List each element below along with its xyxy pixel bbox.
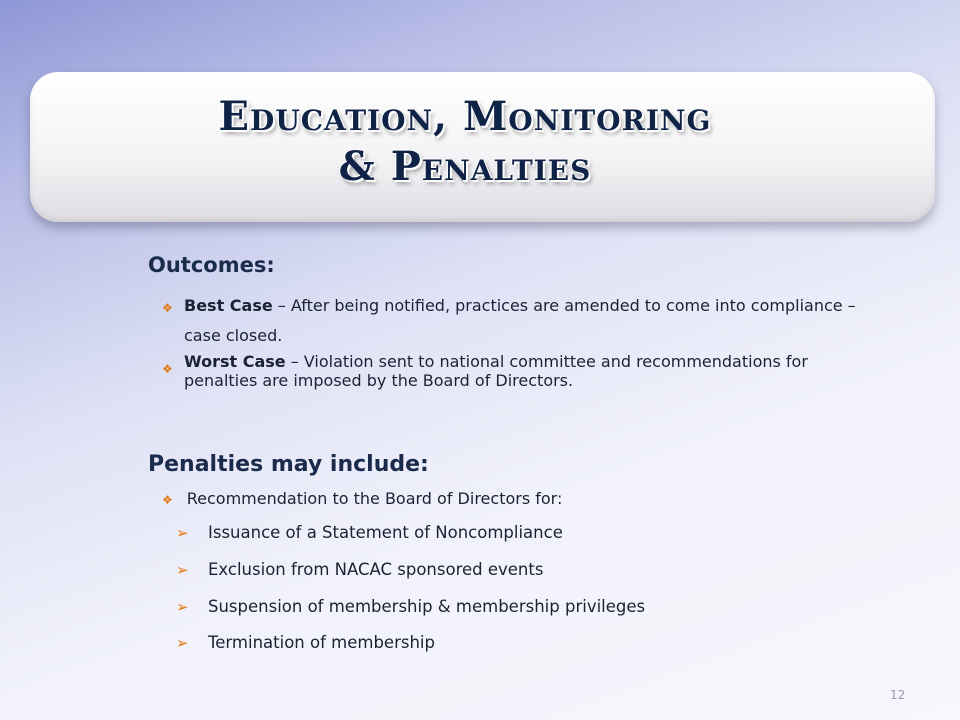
penalties-heading: Penalties may include: — [148, 452, 429, 477]
diamond-bullet-icon: ❖ — [162, 493, 173, 507]
arrow-bullet-icon: ➢ — [176, 561, 189, 579]
title-line-2: & Penalties — [338, 143, 592, 190]
outcome-item-worst-case — [162, 352, 882, 390]
outcome-text: – Violation sent to national committee and recommendations for penalties are imposed by the Board of Directors. — [184, 352, 808, 390]
penalty-item: ➢ Exclusion from NACAC sponsored events — [176, 560, 544, 579]
penalty-item: ➢ Termination of membership — [176, 633, 435, 652]
outcomes-heading: Outcomes: — [148, 253, 275, 277]
outcome-label: Worst Case — [184, 352, 286, 371]
diamond-bullet-icon: ❖ — [162, 362, 173, 376]
outcome-label: Best Case — [184, 296, 273, 315]
penalty-item: ➢ Suspension of membership & membership privileges — [176, 597, 646, 616]
slide-title — [65, 92, 865, 192]
arrow-bullet-icon: ➢ — [176, 598, 189, 616]
arrow-bullet-icon: ➢ — [176, 634, 189, 652]
penalties-intro — [162, 487, 882, 512]
title-line-1: Education, Monitoring — [218, 93, 712, 140]
page-number: 12 — [890, 688, 906, 702]
penalty-item: ➢ Issuance of a Statement of Noncompliance — [176, 523, 563, 542]
arrow-bullet-icon: ➢ — [176, 524, 189, 542]
diamond-bullet-icon: ❖ — [162, 301, 173, 315]
penalties-intro-text: Recommendation to the Board of Directors for: — [186, 489, 563, 508]
outcome-item-best-case — [162, 291, 882, 351]
outcome-text: – After being notified, practices are amended to come into compliance – case closed. — [184, 296, 856, 345]
